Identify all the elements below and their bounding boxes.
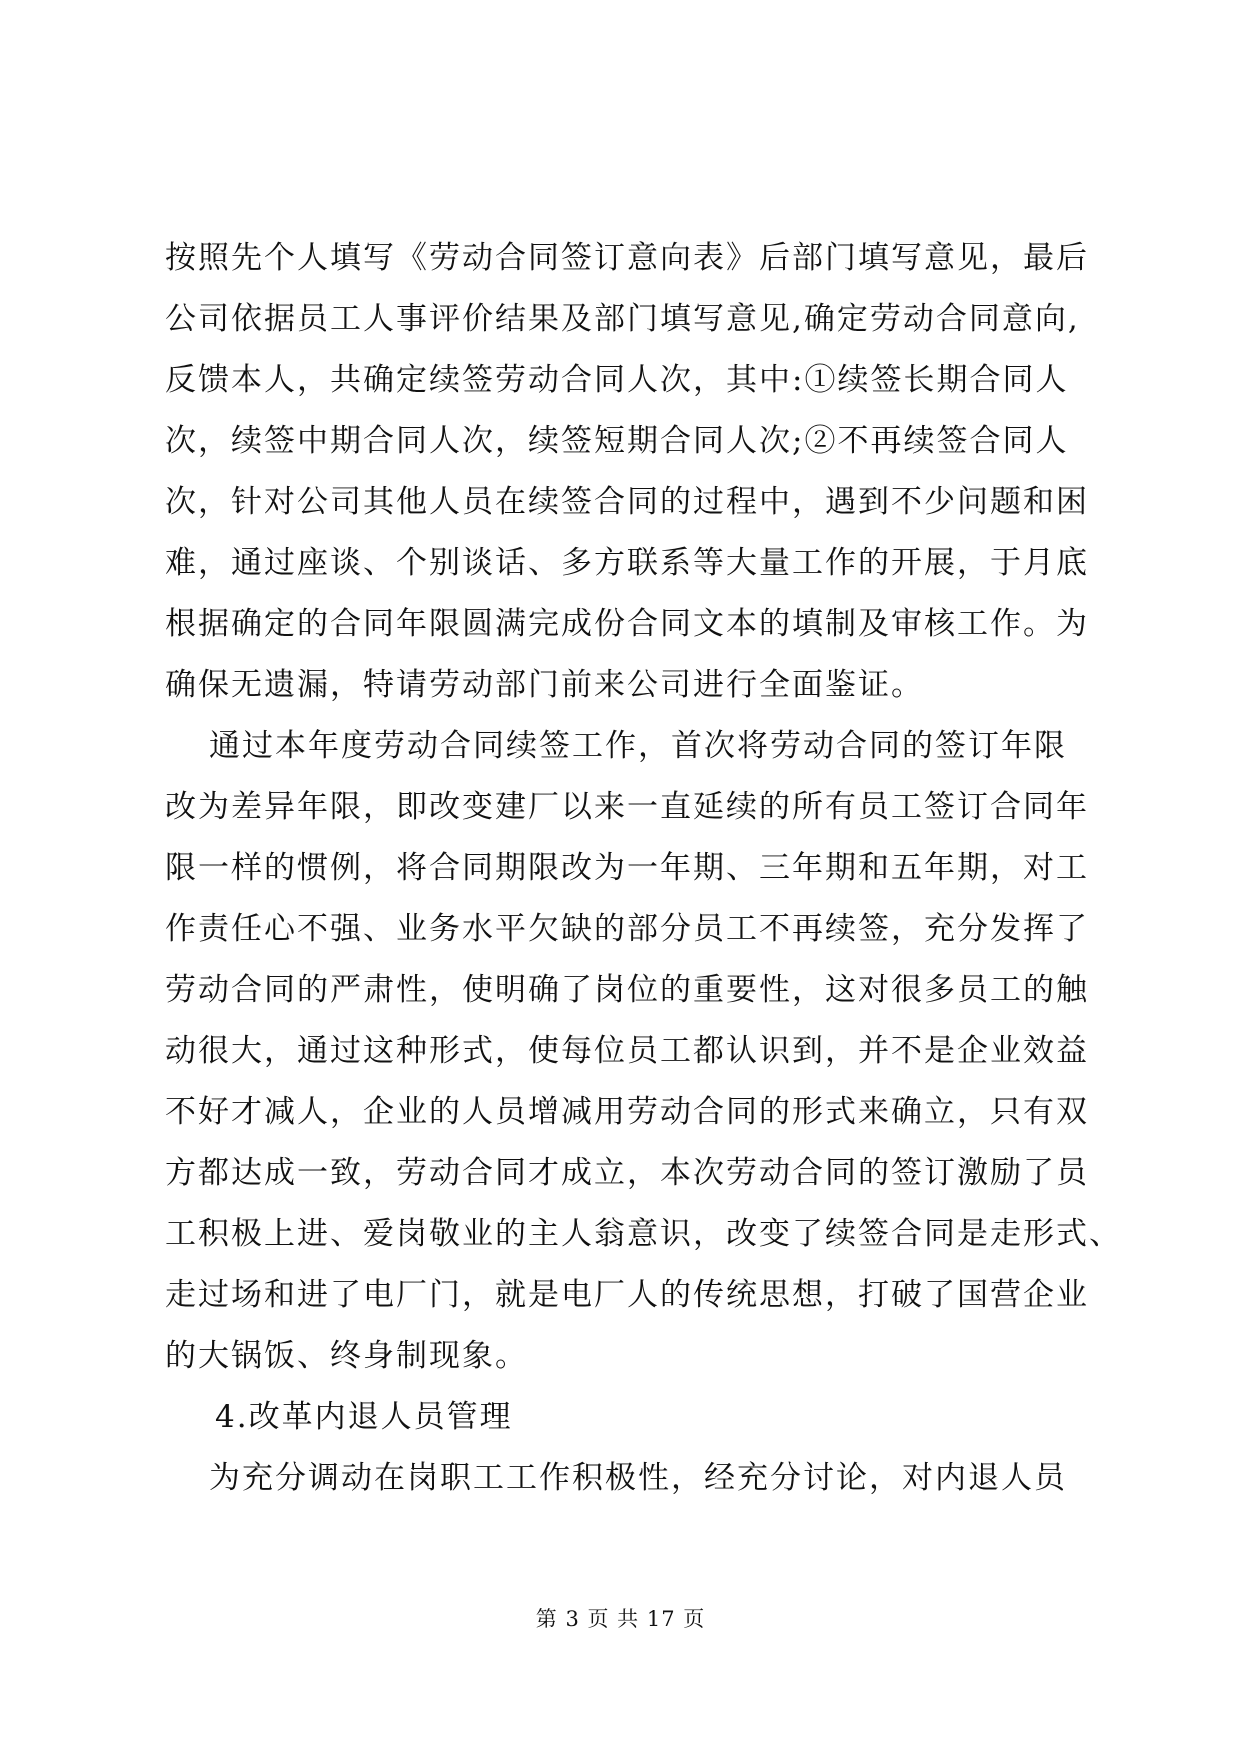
text-line: 根据确定的合同年限圆满完成份合同文本的填制及审核工作。为 [165,606,1089,642]
text-line: 公司依据员工人事评价结果及部门填写意见,确定劳动合同意向, [165,301,1080,337]
section-heading [165,1387,1095,1448]
paragraph-retirement-management [165,1448,1095,1509]
paragraph-contract-process [165,228,1095,716]
text-line: 次，针对公司其他人员在续签合同的过程中，遇到不少问题和困 [165,484,1089,520]
text-line: 的大锅饭、终身制现象。 [165,1338,528,1374]
text-line: 反馈本人，共确定续签劳动合同人次，其中:①续签长期合同人 [165,362,1069,398]
document-body [165,228,1122,1509]
text-line: 工积极上进、爱岗敬业的主人翁意识，改变了续签合同是走形式、 [165,1216,1122,1252]
text-line: 作责任心不强、业务水平欠缺的部分员工不再续签，充分发挥了 [165,911,1089,947]
text-line: 为充分调动在岗职工工作积极性，经充分讨论，对内退人员 [209,1460,1067,1496]
page-number-footer: 第 3 页 共 17 页 [535,1607,706,1631]
text-line: 改为差异年限，即改变建厂以来一直延续的所有员工签订合同年 [165,789,1089,825]
text-line: 走过场和进了电厂门，就是电厂人的传统思想，打破了国营企业 [165,1277,1089,1313]
text-line: 确保无遗漏，特请劳动部门前来公司进行全面鉴证。 [165,667,924,703]
section-heading-text: 4.改革内退人员管理 [215,1399,513,1435]
text-line: 方都达成一致，劳动合同才成立，本次劳动合同的签订激励了员 [165,1155,1089,1191]
text-line: 通过本年度劳动合同续签工作，首次将劳动合同的签订年限 [209,728,1067,764]
text-line: 不好才减人，企业的人员增减用劳动合同的形式来确立，只有双 [165,1094,1089,1130]
text-line: 限一样的惯例，将合同期限改为一年期、三年期和五年期，对工 [165,850,1089,886]
paragraph-contract-renewal-results [165,716,1122,1387]
text-line: 次，续签中期合同人次，续签短期合同人次;②不再续签合同人 [165,423,1069,459]
text-line: 动很大，通过这种形式，使每位员工都认识到，并不是企业效益 [165,1033,1089,1069]
text-line: 按照先个人填写《劳动合同签订意向表》后部门填写意见，最后 [165,240,1089,276]
text-line: 劳动合同的严肃性，使明确了岗位的重要性，这对很多员工的触 [165,972,1089,1008]
text-line: 难，通过座谈、个别谈话、多方联系等大量工作的开展，于月底 [165,545,1089,581]
